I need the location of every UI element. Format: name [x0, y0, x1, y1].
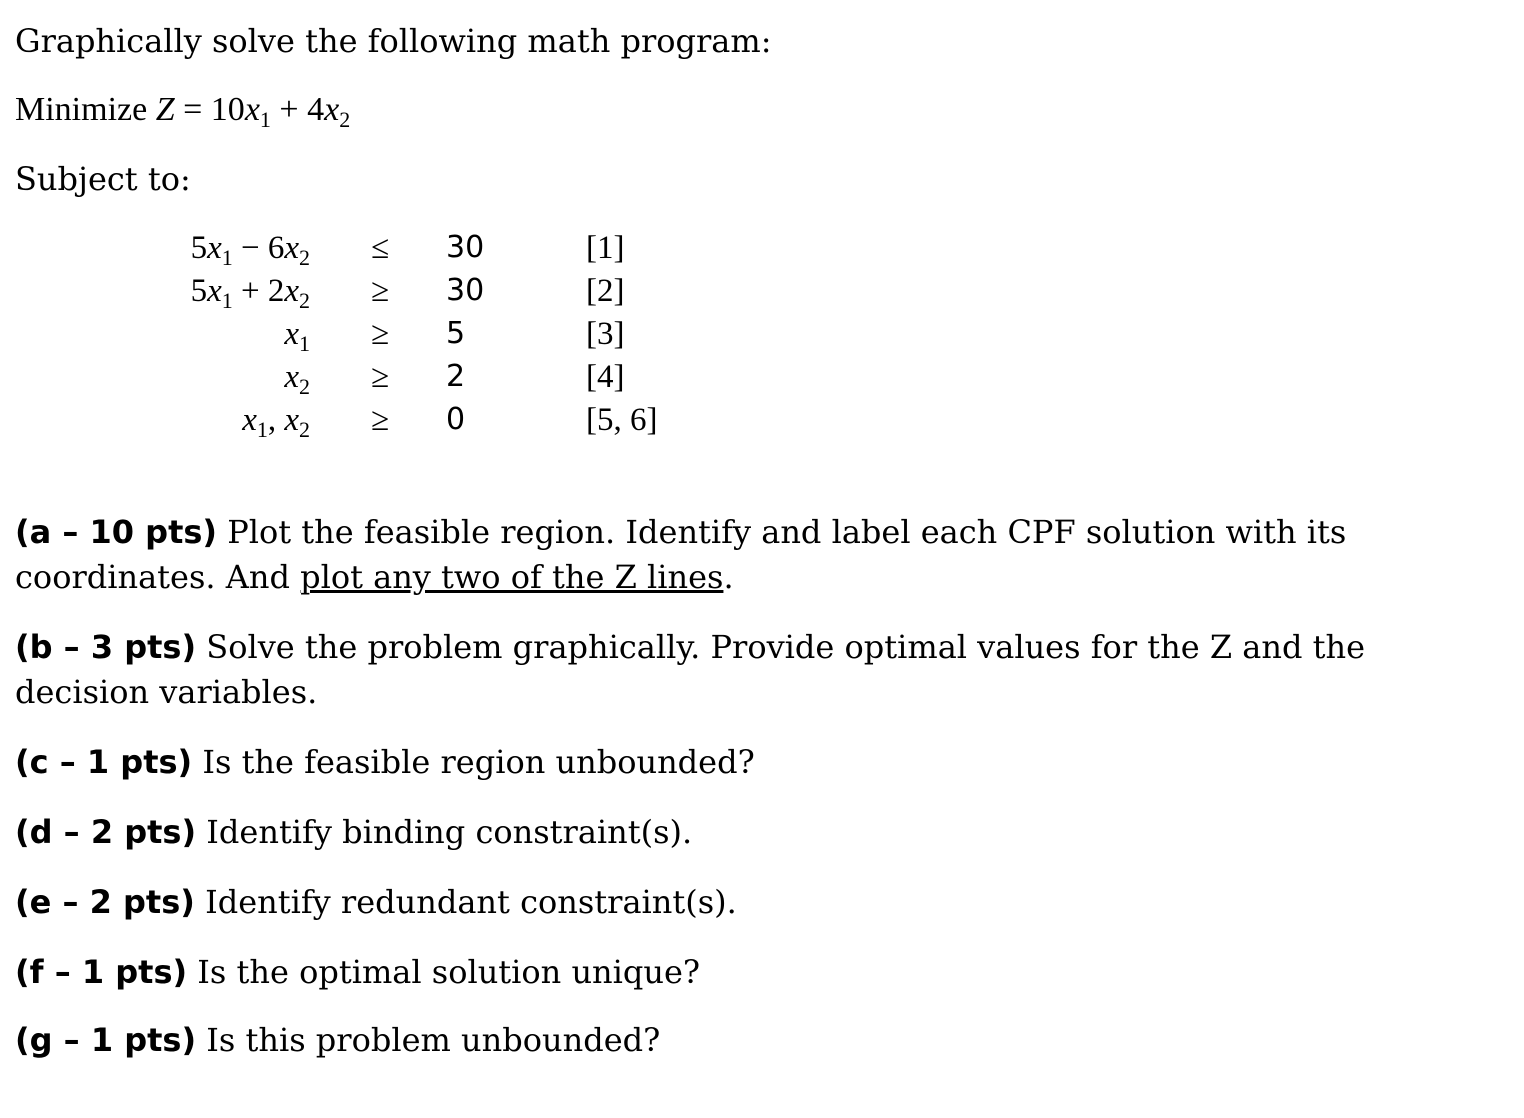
objective-function	[15, 90, 350, 133]
question-d	[15, 810, 1455, 855]
constraint-rhs: 5	[446, 316, 466, 351]
constraint-ref: [3]	[586, 316, 625, 352]
constraint-sub: 1	[299, 331, 310, 356]
question-text-end: .	[723, 558, 734, 596]
objective-var: Z	[155, 91, 175, 128]
question-text: Identify binding constraint(s).	[196, 813, 693, 851]
constraint-sep: ,	[267, 402, 285, 438]
constraint-rhs: 30	[446, 230, 485, 265]
constraint-var: x	[284, 273, 299, 309]
constraint-sub: 1	[256, 417, 268, 442]
constraint-operator: ≥	[370, 273, 390, 309]
question-label: (a – 10 pts)	[15, 513, 218, 551]
constraint-coef: 5	[190, 230, 208, 266]
question-underlined-text: plot any two of the Z lines	[300, 558, 724, 596]
objective-plus: + 4	[270, 91, 325, 128]
constraint-rhs: 0	[446, 402, 466, 437]
question-text: Plot the feasible region. Identify and label each CPF solution with its coordinates. And	[15, 513, 1347, 596]
constraint-ref: [2]	[586, 273, 625, 309]
constraint-var: x	[207, 230, 222, 266]
constraint-lhs	[191, 230, 310, 271]
constraint-operator: ≤	[370, 230, 390, 266]
objective-sub2: 2	[339, 107, 351, 132]
question-label: (e – 2 pts)	[15, 883, 195, 921]
constraint-var: x	[284, 402, 299, 438]
constraint-var: x	[284, 359, 299, 395]
constraint-rhs: 2	[446, 359, 466, 394]
constraint-coef: − 6	[232, 230, 285, 266]
constraint-coef: + 2	[232, 273, 285, 309]
question-b	[15, 625, 1455, 715]
constraint-lhs	[284, 359, 310, 400]
constraint-sub: 1	[221, 288, 233, 313]
constraint-sub: 2	[299, 417, 310, 442]
constraint-sub: 2	[299, 288, 310, 313]
constraint-operator: ≥	[370, 316, 390, 352]
constraint-sub: 1	[221, 245, 233, 270]
constraint-ref: [5, 6]	[586, 402, 658, 438]
constraint-rhs: 30	[446, 273, 485, 308]
question-text: Solve the problem graphically. Provide optimal values for the Z and the decision variables.	[15, 628, 1366, 711]
objective-eq: = 10	[174, 91, 245, 128]
question-c	[15, 740, 1455, 785]
constraint-row	[0, 316, 800, 358]
constraint-operator: ≥	[370, 359, 390, 395]
question-text: Is the optimal solution unique?	[187, 953, 701, 991]
question-label: (b – 3 pts)	[15, 628, 197, 666]
objective-prefix: Minimize	[15, 91, 156, 128]
question-a	[15, 510, 1455, 600]
question-text: Is this problem unbounded?	[196, 1021, 661, 1059]
question-label: (f – 1 pts)	[15, 953, 188, 991]
constraint-row	[0, 402, 800, 444]
question-e	[15, 880, 1455, 925]
intro-text: Graphically solve the following math program:	[15, 22, 772, 60]
question-label: (d – 2 pts)	[15, 813, 197, 851]
question-text: Is the feasible region unbounded?	[192, 743, 755, 781]
subject-to-heading: Subject to:	[15, 160, 191, 198]
objective-sub1: 1	[259, 107, 271, 132]
question-label: (g – 1 pts)	[15, 1021, 197, 1059]
objective-x1: x	[244, 91, 260, 128]
constraint-var: x	[284, 316, 299, 352]
question-text: Identify redundant constraint(s).	[194, 883, 737, 921]
constraint-operator: ≥	[370, 402, 390, 438]
constraint-sub: 2	[299, 245, 310, 270]
constraint-row	[0, 273, 800, 315]
question-f	[15, 950, 1455, 995]
question-label: (c – 1 pts)	[15, 743, 193, 781]
constraint-lhs	[242, 402, 310, 443]
constraint-ref: [1]	[586, 230, 625, 266]
constraint-var: x	[207, 273, 222, 309]
constraint-ref: [4]	[586, 359, 625, 395]
constraint-row	[0, 230, 800, 272]
constraint-var: x	[284, 230, 299, 266]
constraint-row	[0, 359, 800, 401]
constraint-lhs	[284, 316, 310, 357]
constraint-lhs	[191, 273, 310, 314]
constraint-coef: 5	[190, 273, 208, 309]
question-g	[15, 1018, 1455, 1063]
constraint-var: x	[242, 402, 257, 438]
objective-x2: x	[324, 91, 340, 128]
constraint-sub: 2	[299, 374, 310, 399]
